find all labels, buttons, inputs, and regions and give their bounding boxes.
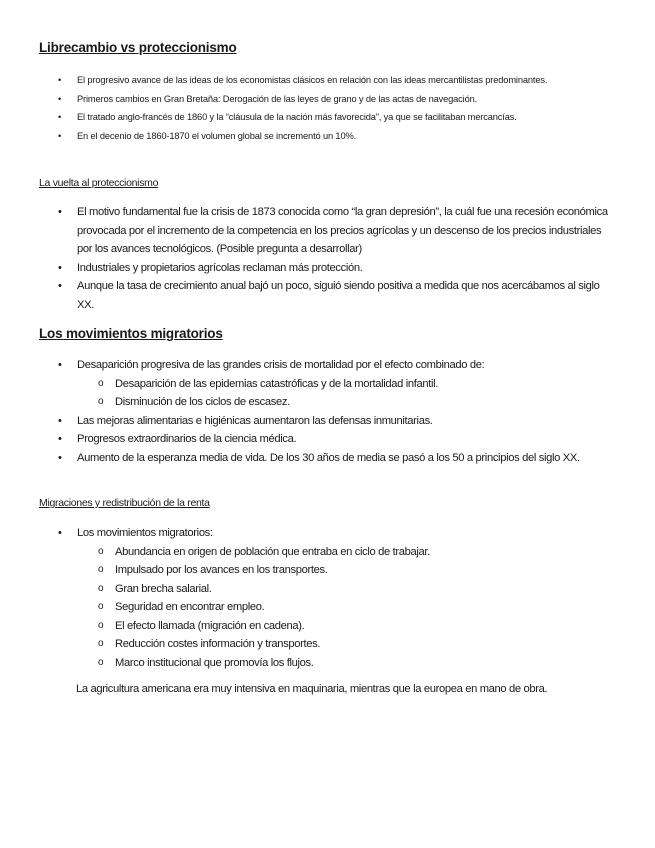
closing-paragraph: La agricultura americana era muy intensiva en maquinaria, mientras que la europea en mano de obra. <box>76 683 548 695</box>
sublist-item: o Abundancia en origen de población que entraba en ciclo de trabajar. <box>77 543 619 562</box>
heading-migraciones-renta: Migraciones y redistribución de la renta <box>39 497 210 509</box>
list-item: • En el decenio de 1860-1870 el volumen global se incrementó un 10%. <box>39 127 619 146</box>
sublist-item: o Marco institucional que promovía los flujos. <box>77 654 619 673</box>
sublist-item: o Desaparición de las epidemias catastróficas y de la mortalidad infantil. <box>77 375 619 394</box>
list-item: • Primeros cambios en Gran Bretaña: Derogación de las leyes de grano y de las actas de navegación. <box>39 90 619 109</box>
librecambio-list <box>39 71 619 145</box>
heading-vuelta-proteccionismo: La vuelta al proteccionismo <box>39 177 159 189</box>
list-item: • El motivo fundamental fue la crisis de 1873 conocida como “la gran depresión”, la cuál fue una recesión económica provocada por el incremento de la competencia en los precios agrícolas y un descenso de los precios industriales por los avances tecnológicos. (Posible pregunta a desarrollar) <box>39 203 619 259</box>
sublist-item: o Reducción costes información y transportes. <box>77 635 619 654</box>
sublist-item: o Gran brecha salarial. <box>77 580 619 599</box>
migratorios-list <box>39 356 619 467</box>
sublist-item: o El efecto llamada (migración en cadena). <box>77 617 619 636</box>
sublist-item: o Impulsado por los avances en los transportes. <box>77 561 619 580</box>
sublist-item: o Disminución de los ciclos de escasez. <box>77 393 619 412</box>
list-item: • Aumento de la esperanza media de vida. De los 30 años de media se pasó a los 50 a principios del siglo XX. <box>39 449 619 468</box>
heading-librecambio: Librecambio vs proteccionismo <box>39 40 237 55</box>
list-item: • El tratado anglo-francés de 1860 y la “cláusula de la nación más favorecida”, ya que se facilitaban mercancías. <box>39 108 619 127</box>
proteccionismo-list <box>39 203 619 314</box>
list-item: • Industriales y propietarios agrícolas reclaman más protección. <box>39 259 619 278</box>
list-item <box>39 524 619 672</box>
migraciones-list <box>39 524 619 672</box>
sublist <box>77 543 619 673</box>
list-item: • El progresivo avance de las ideas de los economistas clásicos en relación con las ideas mercantilistas predominantes. <box>39 71 619 90</box>
list-item: • Progresos extraordinarios de la ciencia médica. <box>39 430 619 449</box>
list-item-text: Desaparición progresiva de las grandes crisis de mortalidad por el efecto combinado de: <box>77 359 485 371</box>
heading-movimientos-migratorios: Los movimientos migratorios <box>39 326 223 341</box>
sublist <box>77 375 619 412</box>
list-item: • Las mejoras alimentarias e higiénicas aumentaron las defensas inmunitarias. <box>39 412 619 431</box>
list-item-text: Los movimientos migratorios: <box>77 527 213 539</box>
list-item <box>39 356 619 412</box>
list-item: • Aunque la tasa de crecimiento anual bajó un poco, siguió siendo positiva a medida que nos acercábamos al siglo XX. <box>39 277 619 314</box>
sublist-item: o Seguridad en encontrar empleo. <box>77 598 619 617</box>
